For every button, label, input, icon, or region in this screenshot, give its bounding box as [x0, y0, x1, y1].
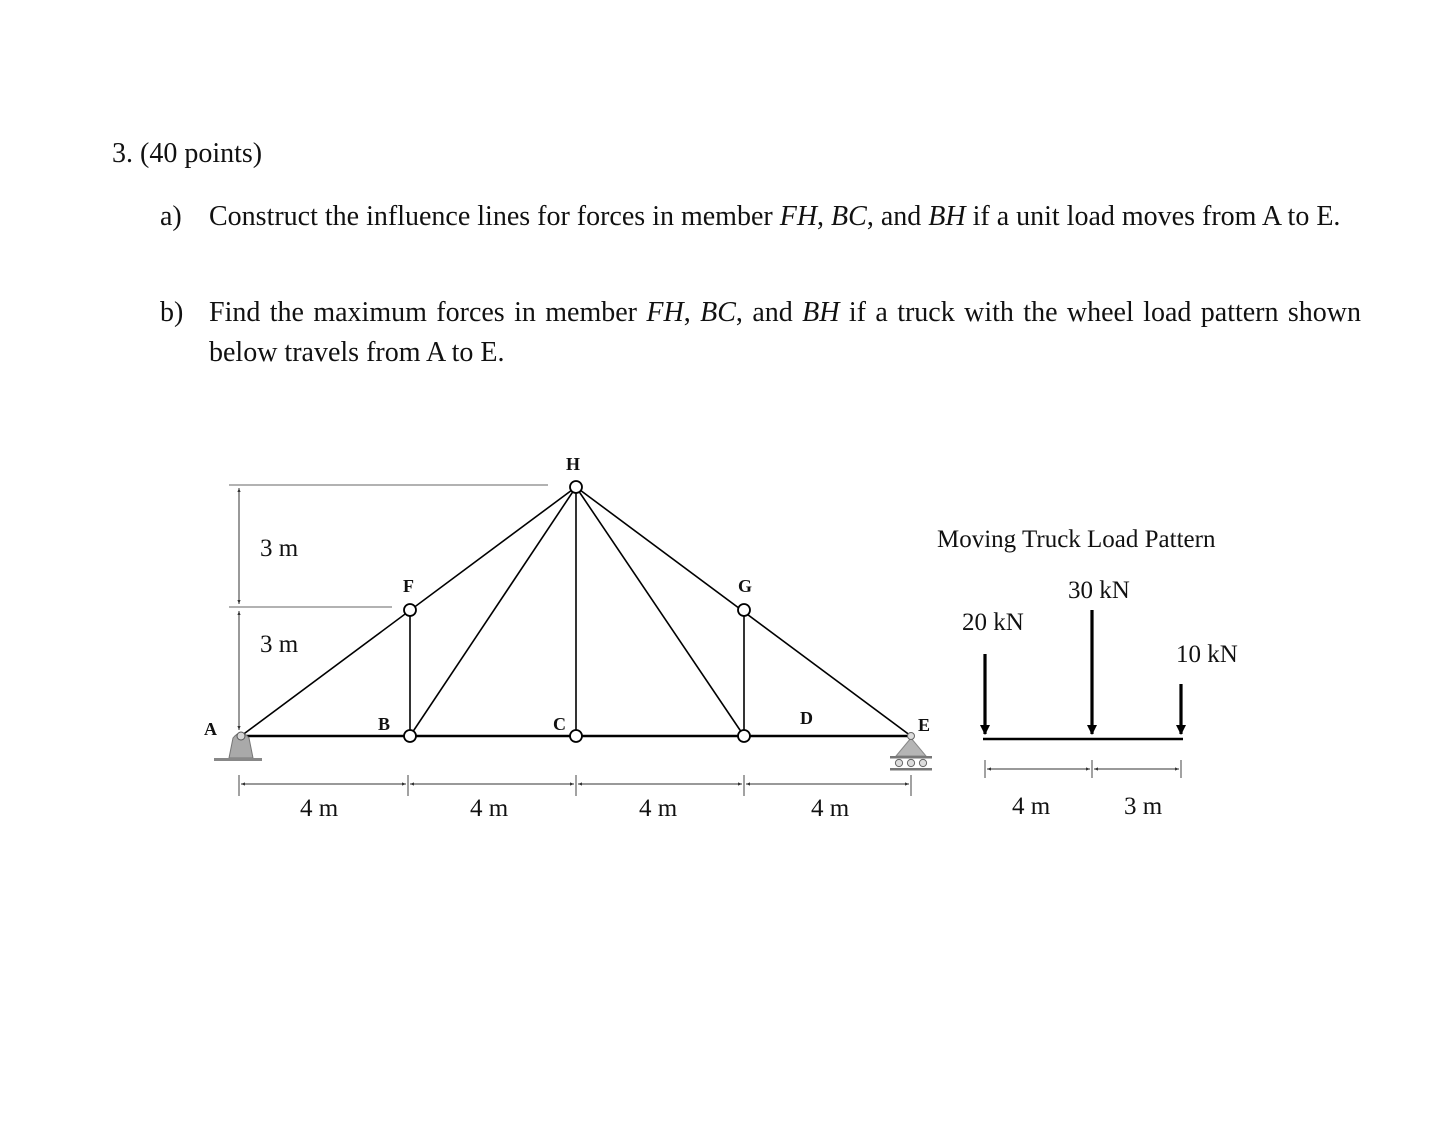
part-a-seg: , and [866, 201, 929, 232]
joint-d [738, 730, 750, 742]
part-b-seg: Find the maximum forces in member [209, 297, 647, 328]
node-label-d: D [800, 708, 813, 728]
member-bc: BC [831, 201, 867, 232]
node-label-c: C [553, 714, 566, 734]
member-bh: BH [928, 201, 966, 232]
spacing-label-2: 3 m [1124, 793, 1163, 820]
node-label-a: A [204, 719, 217, 739]
load-label-30kn: 30 kN [1068, 577, 1130, 604]
load-label-20kn: 20 kN [962, 609, 1024, 636]
part-a-seg: Construct the influence lines for forces in member [209, 201, 780, 232]
dim-label-upper: 3 m [260, 535, 299, 562]
spacing-label-1: 4 m [1012, 793, 1051, 820]
vertical-dimensions [229, 485, 548, 730]
node-label-b: B [378, 714, 391, 734]
load-label-10kn: 10 kN [1176, 641, 1238, 668]
joint-g [738, 604, 750, 616]
member-bc: BC [700, 297, 736, 328]
part-b-label: b) [160, 297, 184, 328]
panel-dim-1: 4 m [300, 795, 339, 822]
truck-title: Moving Truck Load Pattern [937, 526, 1216, 553]
member-fh: FH [646, 297, 684, 328]
panel-dim-4: 4 m [811, 795, 850, 822]
node-label-g: G [738, 576, 753, 596]
part-a-seg: , [817, 201, 832, 232]
node-label-e: E [918, 715, 931, 735]
problem-header: 3. (40 points) [112, 138, 263, 169]
member-bh: BH [802, 297, 840, 328]
panel-dim-3: 4 m [639, 795, 678, 822]
dim-label-lower: 3 m [260, 631, 299, 658]
member-bh-line [410, 487, 576, 736]
part-b-seg: if a truck with the wheel load pattern shown below travels from A to E. [209, 297, 1362, 368]
part-a-label: a) [160, 201, 182, 232]
joint-b [404, 730, 416, 742]
member-hd [576, 487, 744, 736]
joint-c [570, 730, 582, 742]
panel-dimensions [239, 775, 911, 822]
joint-h [570, 481, 582, 493]
truck-load-pattern [937, 526, 1238, 820]
panel-dim-2: 4 m [470, 795, 509, 822]
joint-f [404, 604, 416, 616]
part-a-seg: if a unit load moves from A to E. [965, 201, 1341, 232]
member-fh: FH [779, 201, 818, 232]
part-b-seg: , [683, 297, 701, 328]
truss [204, 454, 932, 771]
node-label-f: F [403, 576, 414, 596]
part-b-seg: , and [735, 297, 803, 328]
node-label-h: H [566, 454, 581, 474]
roller-support-e [890, 733, 932, 771]
